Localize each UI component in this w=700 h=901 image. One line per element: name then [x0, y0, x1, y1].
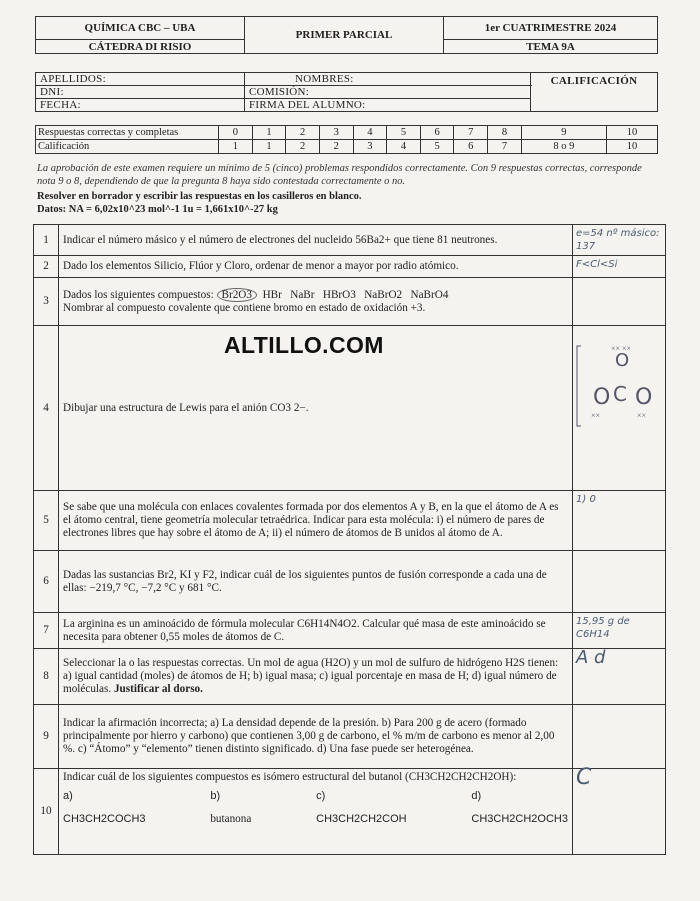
commission-field[interactable]: COMISIÓN: [245, 86, 531, 99]
justify-note: Justificar al dorso. [113, 683, 203, 695]
correct-row-label: Respuestas correctas y completas [36, 126, 219, 140]
term-label: 1er CUATRIMESTRE 2024 [444, 17, 658, 40]
svg-text:××: ×× [591, 411, 601, 420]
question-number: 3 [34, 278, 59, 326]
question-3-intro: Dados los siguientes compuestos: [63, 288, 214, 301]
question-text: Se sabe que una molécula con enlaces covalentes formada por dos elementos A y B, en la que el átomo de A es el átomo central, tiene geometría molecular tetraédrica. Indicar para esta molécula: i) el número de pares de electrones libres que hay sobre el átomo de A; ii) el número de átomos de B unidos al átomo de A. [59, 491, 573, 551]
svg-text:××: ×× [637, 411, 647, 420]
option-b [210, 790, 251, 826]
compound-circled: Br2O3 [217, 288, 257, 302]
question-row [34, 256, 666, 278]
question-text: Indicar el número másico y el número de electrones del nucleido 56Ba2+ que tiene 81 neutrones. [59, 225, 573, 256]
date-field[interactable]: FECHA: [36, 99, 245, 112]
answer-box[interactable] [573, 649, 666, 705]
svg-text:O: O [615, 350, 630, 371]
svg-text:C: C [613, 382, 627, 406]
constants-line: Datos: NA = 6,02x10^23 mol^-1 1u = 1,661x10^-27 kg [37, 204, 278, 215]
handwritten-answer: C [576, 765, 592, 790]
question-text-10: Indicar cuál de los siguientes compuestos es isómero estructural del butanol (CH3CH2CH2CH2OH): [63, 771, 517, 783]
answer-box[interactable] [573, 551, 666, 613]
answer-box[interactable] [573, 613, 666, 649]
scale-cell: 3 [319, 126, 353, 140]
question-number: 1 [34, 225, 59, 256]
exam-title: PRIMER PARCIAL [245, 17, 444, 54]
handwritten-answer: F<Cl<Si [576, 259, 618, 270]
answer-box[interactable] [573, 705, 666, 769]
answer-box[interactable] [573, 278, 666, 326]
question-row [34, 613, 666, 649]
lewis-structure-sketch [573, 326, 659, 486]
instructions: Resolver en borrador y escribir las respuestas en los casilleros en blanco. [37, 191, 362, 202]
question-text: Dado los elementos Silicio, Flúor y Cloro, ordenar de menor a mayor por radio atómico. [59, 256, 573, 278]
question-text: La arginina es un aminoácido de fórmula molecular C6H14N4O2. Calcular qué masa de este aminoácido se necesita para obtener 0,55 moles de átomos de C. [59, 613, 573, 649]
answer-box[interactable] [573, 225, 666, 256]
scale-cell: 1 [252, 140, 286, 154]
scale-cell: 8 o 9 [521, 140, 606, 154]
question-row [34, 769, 666, 855]
question-text-8: Seleccionar la o las respuestas correctas. Un mol de agua (H2O) y un mol de sulfuro de hidrógeno H2S tienen: a) igual cantidad (moles) de átomos de H; b) igual masa; c) igual porcentaje en masa de H; d) igual número de moléculas. [63, 657, 559, 695]
question-number: 2 [34, 256, 59, 278]
scale-cell: 4 [353, 126, 387, 140]
option-formula: CH3CH2CH2OCH3 [471, 813, 568, 825]
exam-header [35, 16, 658, 54]
question-number: 10 [34, 769, 59, 855]
question-number: 7 [34, 613, 59, 649]
grading-scale [35, 125, 658, 154]
question-3-instruction: Nombrar al compuesto covalente que contiene bromo en estado de oxidación +3. [63, 301, 426, 314]
correct-row [36, 126, 658, 140]
compound: HBr [262, 288, 282, 301]
student-info [35, 72, 658, 112]
scale-cell: 5 [420, 140, 454, 154]
answer-box[interactable] [573, 256, 666, 278]
names-label: NOMBRES: [295, 73, 354, 85]
option-key: b) [210, 790, 221, 802]
question-number: 8 [34, 649, 59, 705]
scale-cell: 10 [607, 140, 658, 154]
option-c [316, 790, 406, 826]
question-text: Dadas las sustancias Br2, KI y F2, indicar cuál de los siguientes puntos de fusión corresponde a cada una de ellas: −219,7 °C, −7,2 °C y 681 °C. [59, 551, 573, 613]
scale-cell: 6 [420, 126, 454, 140]
watermark: ALTILLO.COM [224, 332, 384, 358]
question-number: 6 [34, 551, 59, 613]
grade-row [36, 140, 658, 154]
signature-field[interactable]: FIRMA DEL ALUMNO: [245, 99, 531, 112]
question-number: 9 [34, 705, 59, 769]
questions-table [33, 224, 666, 855]
svg-text:O: O [593, 385, 611, 410]
answer-box[interactable] [573, 491, 666, 551]
lewis-drawing-box[interactable] [573, 326, 666, 491]
handwritten-answer: 1) 0 [576, 494, 596, 505]
compound: NaBrO4 [410, 288, 449, 301]
question-row [34, 705, 666, 769]
names-field[interactable] [245, 73, 531, 86]
scale-cell: 1 [252, 126, 286, 140]
question-text [59, 649, 573, 705]
approval-note: La aprobación de este examen requiere un mínimo de 5 (cinco) problemas respondidos correctamente. Con 9 respuestas correctas, corresponde nota 9 o 8, dependiendo de que la pregunta 8 haya sido contestada correctamente o no. [37, 163, 642, 187]
grade-row-label: Calificación [36, 140, 219, 154]
scale-cell: 9 [521, 126, 606, 140]
question-text-4: Dibujar una estructura de Lewis para el anión CO3 2−. [63, 401, 309, 414]
question-row [34, 225, 666, 256]
answer-box[interactable] [573, 765, 666, 855]
scale-cell: 6 [454, 140, 488, 154]
grade-label: CALIFICACIÓN [550, 75, 638, 87]
handwritten-answer: A d [576, 647, 606, 668]
option-formula: butanona [210, 813, 252, 825]
scale-cell: 1 [219, 140, 253, 154]
grade-box[interactable] [531, 73, 658, 112]
question-row [34, 491, 666, 551]
option-key: a) [63, 790, 73, 802]
compound: HBrO3 [322, 288, 356, 301]
question-text: Indicar la afirmación incorrecta; a) La densidad depende de la presión. b) Para 200 g de acero (formado principalmente por hierro y carbono) que contienen 3,00 g de carbono, el % m/m de carbono es menor al 2,00 %. c) “Átomo” y “elemento” tienen distinto significado. d) Una fase puede ser heterogénea. [59, 705, 573, 769]
question-number: 5 [34, 491, 59, 551]
scale-cell: 2 [286, 126, 320, 140]
handwritten-answer: e=54 nº másico: 137 [576, 228, 660, 252]
scale-cell: 7 [454, 126, 488, 140]
scale-cell: 2 [286, 140, 320, 154]
topic-label: TEMA 9A [444, 40, 658, 54]
option-formula: CH3CH2CH2COH [316, 813, 407, 825]
surname-field[interactable]: APELLIDOS: [36, 73, 245, 86]
question-row [34, 278, 666, 326]
scale-cell: 3 [353, 140, 387, 154]
dni-field[interactable]: DNI: [36, 86, 245, 99]
scale-cell: 2 [319, 140, 353, 154]
question-row [34, 649, 666, 705]
option-key: d) [471, 790, 482, 802]
question-text [59, 769, 573, 855]
scale-cell: 7 [488, 140, 522, 154]
scale-cell: 0 [219, 126, 253, 140]
question-number: 4 [34, 326, 59, 491]
svg-text:O: O [635, 385, 653, 410]
option-formula: CH3CH2COCH3 [63, 813, 146, 825]
scale-cell: 4 [387, 140, 421, 154]
option-a [63, 790, 146, 826]
compound: NaBr [290, 288, 315, 301]
question-row [34, 551, 666, 613]
option-d [471, 790, 568, 826]
compound: NaBrO2 [364, 288, 403, 301]
chair-label: CÁTEDRA DI RISIO [36, 40, 245, 54]
handwritten-answer: 15,95 g de C6H14 [576, 616, 630, 640]
scale-cell: 5 [387, 126, 421, 140]
scale-cell: 8 [488, 126, 522, 140]
subject-label: QUÍMICA CBC – UBA [36, 17, 245, 40]
scale-cell: 10 [607, 126, 658, 140]
options-row [63, 790, 568, 826]
svg-text:×× ××: ×× ×× [611, 344, 632, 353]
question-text [59, 278, 573, 326]
option-key: c) [316, 790, 326, 802]
